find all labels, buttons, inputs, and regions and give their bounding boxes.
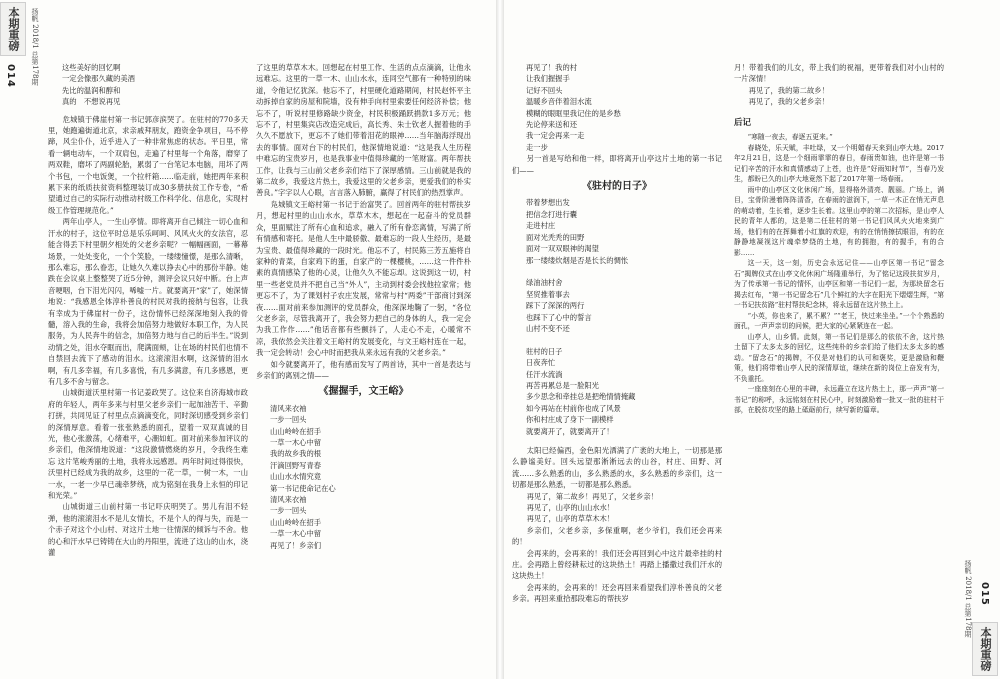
section-tab-left: 本期重磅 xyxy=(0,2,26,56)
body-paragraph: 危城镇于佛崖村第一书记郭彦滨哭了。在驻村的770多天里，她跑遍街道北京，求亲戚拜朋友，跑资金争项目，马不停蹄，风尘仆仆，近乎进入了一种非常焦虑的状态。平日里，常看一辆电动车，一个双肩包，走遍了村里每一个角落，磨穿了两双鞋，磨坏了两副轮胎，累弱了一台笔记本电脑，用坏了两个书包，一个电饭煲，一个拉杆箱……临走前，她把两年来积累下来的纸质扶贫资料整理装订成30多册扶贫工作专卷，“希望通过自己的实际行动推动村级工作科学化、信息化，实现村级工作管理规范化。” xyxy=(48,114,248,215)
poem-line: 山山水水情究竟 xyxy=(270,472,322,482)
poem-line: 走进村庄 xyxy=(526,221,556,231)
poem-line: 再见了！我的村 xyxy=(526,63,578,72)
body-paragraph: 了这里的草草木木。回想起在村里工作、生活的点点滴滴，让他永远难忘。这里的一草一木、山山水水，连同空气都有一种特别的味道，令他记忆犹深。他忘不了，村里硬化道路期间，村民赵怀平主动拆掉自家的房屋和院墙，没有伸手向村里索要任何经济补偿；他忘不了，听说村里修路缺少资金，村民积极踊跃捐款1多万元；他忘不了，村里集宾店改造完成后，高长秀、朱士钦老人握着他的手久久不愿放下，更忘不了她们带着泪花的眼神……当年脑海浮现出去的事情。面对台下的村民们，他深情地说道：“这是我人生历程中难忘的宝贵岁月，也是我事业中值得珍藏的一笔财富。两年帮扶工作，让我与三山前父老乡亲们结下了深厚感情。三山前就是我的第二故乡，我爱这片热土，我爱这里的父老乡亲，更爱我们的朴实善良。”字字以人心眼，言言落入肺腑，赢得了村民们的热烈掌声。 xyxy=(256,63,471,198)
poem-line: 我一定会再来一走 xyxy=(526,131,585,141)
poem-line: 记好不回头 xyxy=(526,85,563,95)
verse-line: 真的 不想说再见 xyxy=(62,97,121,107)
page-number-left: 014 xyxy=(5,64,16,88)
poem-title: 《驻村的日子》 xyxy=(582,181,652,193)
body-paragraph: 再见了，山亭的草草木木！ xyxy=(526,514,615,524)
poem-line: 驻村的日子 xyxy=(526,346,563,356)
poem-line: 再见了！乡亲们 xyxy=(270,540,322,550)
body-paragraph: 再见了，我的第二故乡！ xyxy=(748,85,829,95)
afterword-paragraph: 山亭人，山乡情。此刻，第一书记们是那么的依依不舍，这片热土留下了太多太多的回忆，这些纯朴的乡亲们给了他们太多太多的感动。“留念石”的揭牌，不仅是对他们的认可和褒奖，更是激励和鞭策，他们将带着山亭人民的深情厚谊，继续在新的岗位上奋发有为，不负重托。 xyxy=(734,332,944,383)
poem-line: 我的故乡我的根 xyxy=(270,449,322,459)
poem xyxy=(256,403,471,551)
afterword-paragraph: 春晓处，乐天赋，丰吐绿，又一个明媚春天来到山亭大地。2017年2月21日，这是一个细雨霏霏的春日，春雨贵如油，也许是第一书记们辛苦的汗水和真情感动了上苍，也许是“好雨知时节”，当春乃发生，都盼已久的山亭大地竟然下起了2017年第一场春雨。 xyxy=(734,143,944,184)
folio-right: 扬帆 2018/1 总第178期 xyxy=(964,560,972,638)
body-paragraph: 会再来的，会再来的！我们还会再回到心中这片最牵挂的村庄。会再踏上曾经耕耘过的这块热土！再踏上播撒过我们汗水的这块热土！ xyxy=(512,548,722,581)
poem-line: 就要离开了，就要离开了！ xyxy=(526,426,614,436)
poem-line: 走一步 xyxy=(526,142,548,152)
afterword-paragraph: “小英，你也来了，累不累？”“老王，快过来坐坐。”一个个熟悉的面孔，一声声亲切的问候，把大家的心紧紧连在一起。 xyxy=(734,311,944,331)
body-paragraph: 两年山亭人，一生山亭情。即将离开自己倾注一切心血和汗水的村子，这位平时总是乐乐呵呵、风风火火的女法官，忍能含得丢下村里朝夕相处的父老乡亲呢？一幅幅画面，一幕幕场景，一处处变化，一个个笑脸，一缕缕憧憬，是那么清晰，那么难忘，那么眷恋，让她久久难以挣去心中的那份半静。她跌在会议桌上整整哭了近5分钟，测评会议只好中断。台上声音哽咽，台下泪光闪闪，唏嘘一片。就要离开“家”了，她深情地说：“我感恩全体淳朴善良的村民对我的接纳与包容，让我有幸成为于佛崖村一份子，这份情怀已经深深地刻入我的骨髓，溶入我的生命，我将会加倍努力地做好本职工作，为人民服务，为人民奔牛的信念，加倍努力地与自己的后半生。”说到动情之处，泪水夺眶而出，爬满面颊，让在场的村民们也情不自禁回去流下了感动的泪水。这滚滚泪水啊，这深情的泪水啊，有几多幸福，有几多喜悦，有几多满意，有几多感恩，更有几多不舍与留念。 xyxy=(48,217,248,386)
column-2 xyxy=(256,62,471,672)
poem-line: 一步一回头 xyxy=(270,506,307,516)
body-paragraph: 再见了，山亭的山山水水！ xyxy=(526,503,615,512)
poem-line: 一步一回头 xyxy=(270,415,307,425)
page-number-right: 015 xyxy=(979,582,990,606)
column-3 xyxy=(512,62,722,672)
afterword-paragraph: “寒随一夜去，春逐五更来。” xyxy=(747,133,833,142)
body-paragraph: 再见了，我的父老乡亲！ xyxy=(748,97,829,107)
column-1 xyxy=(48,62,248,672)
poem-line: 那一缕缕炊烟是否是长长的惆怅 xyxy=(526,255,629,265)
poem-line: 先论停来送和还 xyxy=(526,120,578,130)
poem-line: 面对光秃秃的田野 xyxy=(526,232,585,242)
body-paragraph: 月！带着我们的儿女，带上我们的祝福，更带着我们对小山村的一片深情！ xyxy=(734,63,944,84)
body-paragraph: 山城街道三山前村第一书记吓庆明哭了。男儿有泪不轻弹，他的滚滚泪水不是儿女情长，不是个人的得与失，而是一个赤子对这个小山村、对这片土地一往情深的倾诉与不舍。他的心和汗水早已铸铸在大山的丹阳里，流进了这山的山水，浇灌 xyxy=(48,502,248,558)
poem-line: 山山岭岭在招手 xyxy=(270,517,322,527)
poem-line: 如今再站在村前你也成了风景 xyxy=(526,403,621,413)
poem-line: 踩下了深深的两行 xyxy=(526,301,585,311)
poem-line: 带着梦想出发 xyxy=(526,198,570,208)
verse-line: 这些美好的回忆啊 xyxy=(62,63,121,72)
poem-line: 山村不变不还 xyxy=(526,323,570,333)
folio-left: 扬帆 2018/1 总第178期 xyxy=(31,8,39,86)
column-4 xyxy=(734,62,944,672)
poem-line: 多少思念和牵挂总是把绝情情掩藏 xyxy=(526,392,636,402)
afterword-paragraph: 雨中的山亭区文化休闲广场，显得格外清亮、靓丽。广场上，满目，宝骨阶漫着阵阵清香，在春雨的滋润下，一草一木正在悄无声息的萌动着，生长着，逐步生长着。这里山亭的第二次招标，是山亭人民的青年人都的，这是第二任驻村的第一书记们风风火火地来到广场，他们有的在挥舞着小红旗的欢迎，有的在悄悄擦拭眼泪，有的在静静地凝视这片魂牵梦绕的土地，有的拥抱，有的握手，有的合影…… xyxy=(734,185,944,257)
poem-continued xyxy=(512,62,722,153)
poem-line: 面对一双双眼神的渴望 xyxy=(526,244,599,254)
poem-line: 也踩下了心中的誓言 xyxy=(526,312,592,322)
body-paragraph: 会再来的，会再来的！还会再回来看望我们淳朴善良的父老乡亲。再回来重拾那段难忘的帮扶岁 xyxy=(512,582,722,604)
poem-line: 再苦再累总是一脸阳光 xyxy=(526,380,599,390)
poem xyxy=(512,197,722,437)
poem-line: 温暖乡音伴着泪水流 xyxy=(526,97,592,107)
afterword-paragraph: 这一天，这一刻，历史会永远记住——山亭区第一书记“留念石”揭牌仪式在山亭文化休闲广场隆重举行，为了铭记这段扶贫岁月，为了传承第一书记的情怀，山亭区和第一书记们一起，为那块留念石揭去红布，“第一书记留念石”几个鲜红的大字在阳光下熠熠生辉，“第一书记扶贫路”驻村帮扶纪念林，将永远留在这片热土上。 xyxy=(734,259,944,310)
poem-line xyxy=(526,334,722,345)
verse-line: 先比的温润和醇和 xyxy=(62,85,121,95)
poem-line: 你和村庄成了身下一副模样 xyxy=(526,415,614,425)
poem-line: 模糊的眼眶里我记住的是乡愁 xyxy=(526,108,621,118)
section-tab-right: 本期重磅 xyxy=(972,622,998,676)
poem-line: 山山岭岭在招手 xyxy=(270,426,322,436)
opening-verse xyxy=(48,62,248,108)
body-paragraph: 乡亲们，父老乡亲，多保重啊，老少爷们，我们还会再来的！ xyxy=(512,525,722,547)
afterword-title: 后记 xyxy=(734,117,752,128)
poem-line: 任汗水流淌 xyxy=(526,369,563,379)
poem-line: 汗滴回野写青春 xyxy=(270,460,322,470)
poem-line: 第一书记使命记在心 xyxy=(270,483,336,493)
page-gutter xyxy=(496,0,504,679)
body-paragraph: 太阳已经偏西，金色阳光洒满了广袤的大地上，一切那是那么静谧美好。回头远望那淅淅远去的山谷，村庄、田野、河流……多么熟悉的山，多么熟悉的水，多么熟悉的乡亲们，这一切都是那么熟悉，一切都是那么熟悉。 xyxy=(512,445,722,490)
poem-line xyxy=(526,266,722,277)
body-paragraph: 另一首是写给和他一样，即将离开山亭这片土地的第一书记们—— xyxy=(512,154,722,175)
poem-line: 一草一木心中留 xyxy=(270,529,322,539)
poem-line: 坚贸推着事去 xyxy=(526,289,570,299)
poem-line: 清风来衣袖 xyxy=(270,403,307,413)
body-paragraph: 如今就要离开了，他有感而发写了两首诗，其中一首是表达与乡亲们的离别之情—— xyxy=(256,359,471,380)
poem-title: 《握握手，文王峪》 xyxy=(318,386,409,398)
poem-line: 清风来衣袖 xyxy=(270,495,307,505)
poem-line: 日夜奔忙 xyxy=(526,358,556,368)
body-paragraph: 山城街道沃里村第一书记姜政哭了。这位来自济海城市政府的年轻人，两年多来与村里父老乡亲们一起加油苦干、辛勤打拼，共同见证了村里点点滴滴变化，同时深切感受到乡亲们的深情厚意。看着一张张熟悉的面孔，望着一双双真诚的目光，他心张激荡，心绪难平，心潮如虹。面对前来参加评议的乡亲们，他深情地说道：“这段激情燃烧的岁月，令我终生难忘 这片笔峻秀丽的土地，我将永远感恩。两年时间过得很快，沃里村已经成为我的故乡，这里的一花一草，一树一木，一山一水，一老一少早已魂牵梦绕，成为铭刻在我身上永恒的印记和光荣。” xyxy=(48,388,248,501)
poem-line: 一草一木心中留 xyxy=(270,438,322,447)
verse-line: 一定会像那久藏的美酒 xyxy=(62,74,135,84)
poem-line: 让我们握握手 xyxy=(526,74,570,84)
body-paragraph: 再见了，第二故乡！再见了，父老乡亲！ xyxy=(526,491,658,501)
poem-line: 把信念打进行囊 xyxy=(526,209,578,219)
afterword-paragraph: 一座座刻在心里的丰碑，永远矗立在这片热土上，那一声声“第一书记”的称呼，永远铭刻在村民心中，时刻激励着一批又一批的驻村干部，在脱贫攻坚的路上砥砺前行，续写新的篇章。 xyxy=(734,385,944,415)
body-paragraph: 凫城镇文王峪村第一书记于治富哭了。回首两年的驻村帮扶岁月，想起村里的山山水水，草草木木，想起在一起奋斗的党员群众，里面赋注了所有心血和追求，融入了所有眷恋离情，写满了所有情感和寄托。是他人生中最骄傲、最难忘的一段人生经历，是最为宝贵、最值得珍藏的一段时光。他忘不了，村民陈三芳五施将自家种的青菜，自家鸡下的蛋，自家产的一棵樱桃，……这一件件朴素的真情感染了他的心灵，让他久久不能忘却。这说到这一切，村里一些老党员并不把自己当“外人”，主动到村委会找他拉家常；他更忘不了，为了课划村子农庄发展，常常与村“两委”干部商讨到深夜……面对前来参加测评的党员群众，他深深地鞠了一躬，“各位父老乡亲，尽管我离开了，我会努力把自己的身体的人，我一定会为我工作作……”他话音都有些颤抖了，人走心不走，心暖常不凉，我依然会关注着文王峪村的发展变化，与文王峪村连在一起，我一定会转动！会心中时而把我从来永远有我的父老乡亲。” xyxy=(256,199,471,358)
poem-line: 绿油油村舍 xyxy=(526,278,563,288)
